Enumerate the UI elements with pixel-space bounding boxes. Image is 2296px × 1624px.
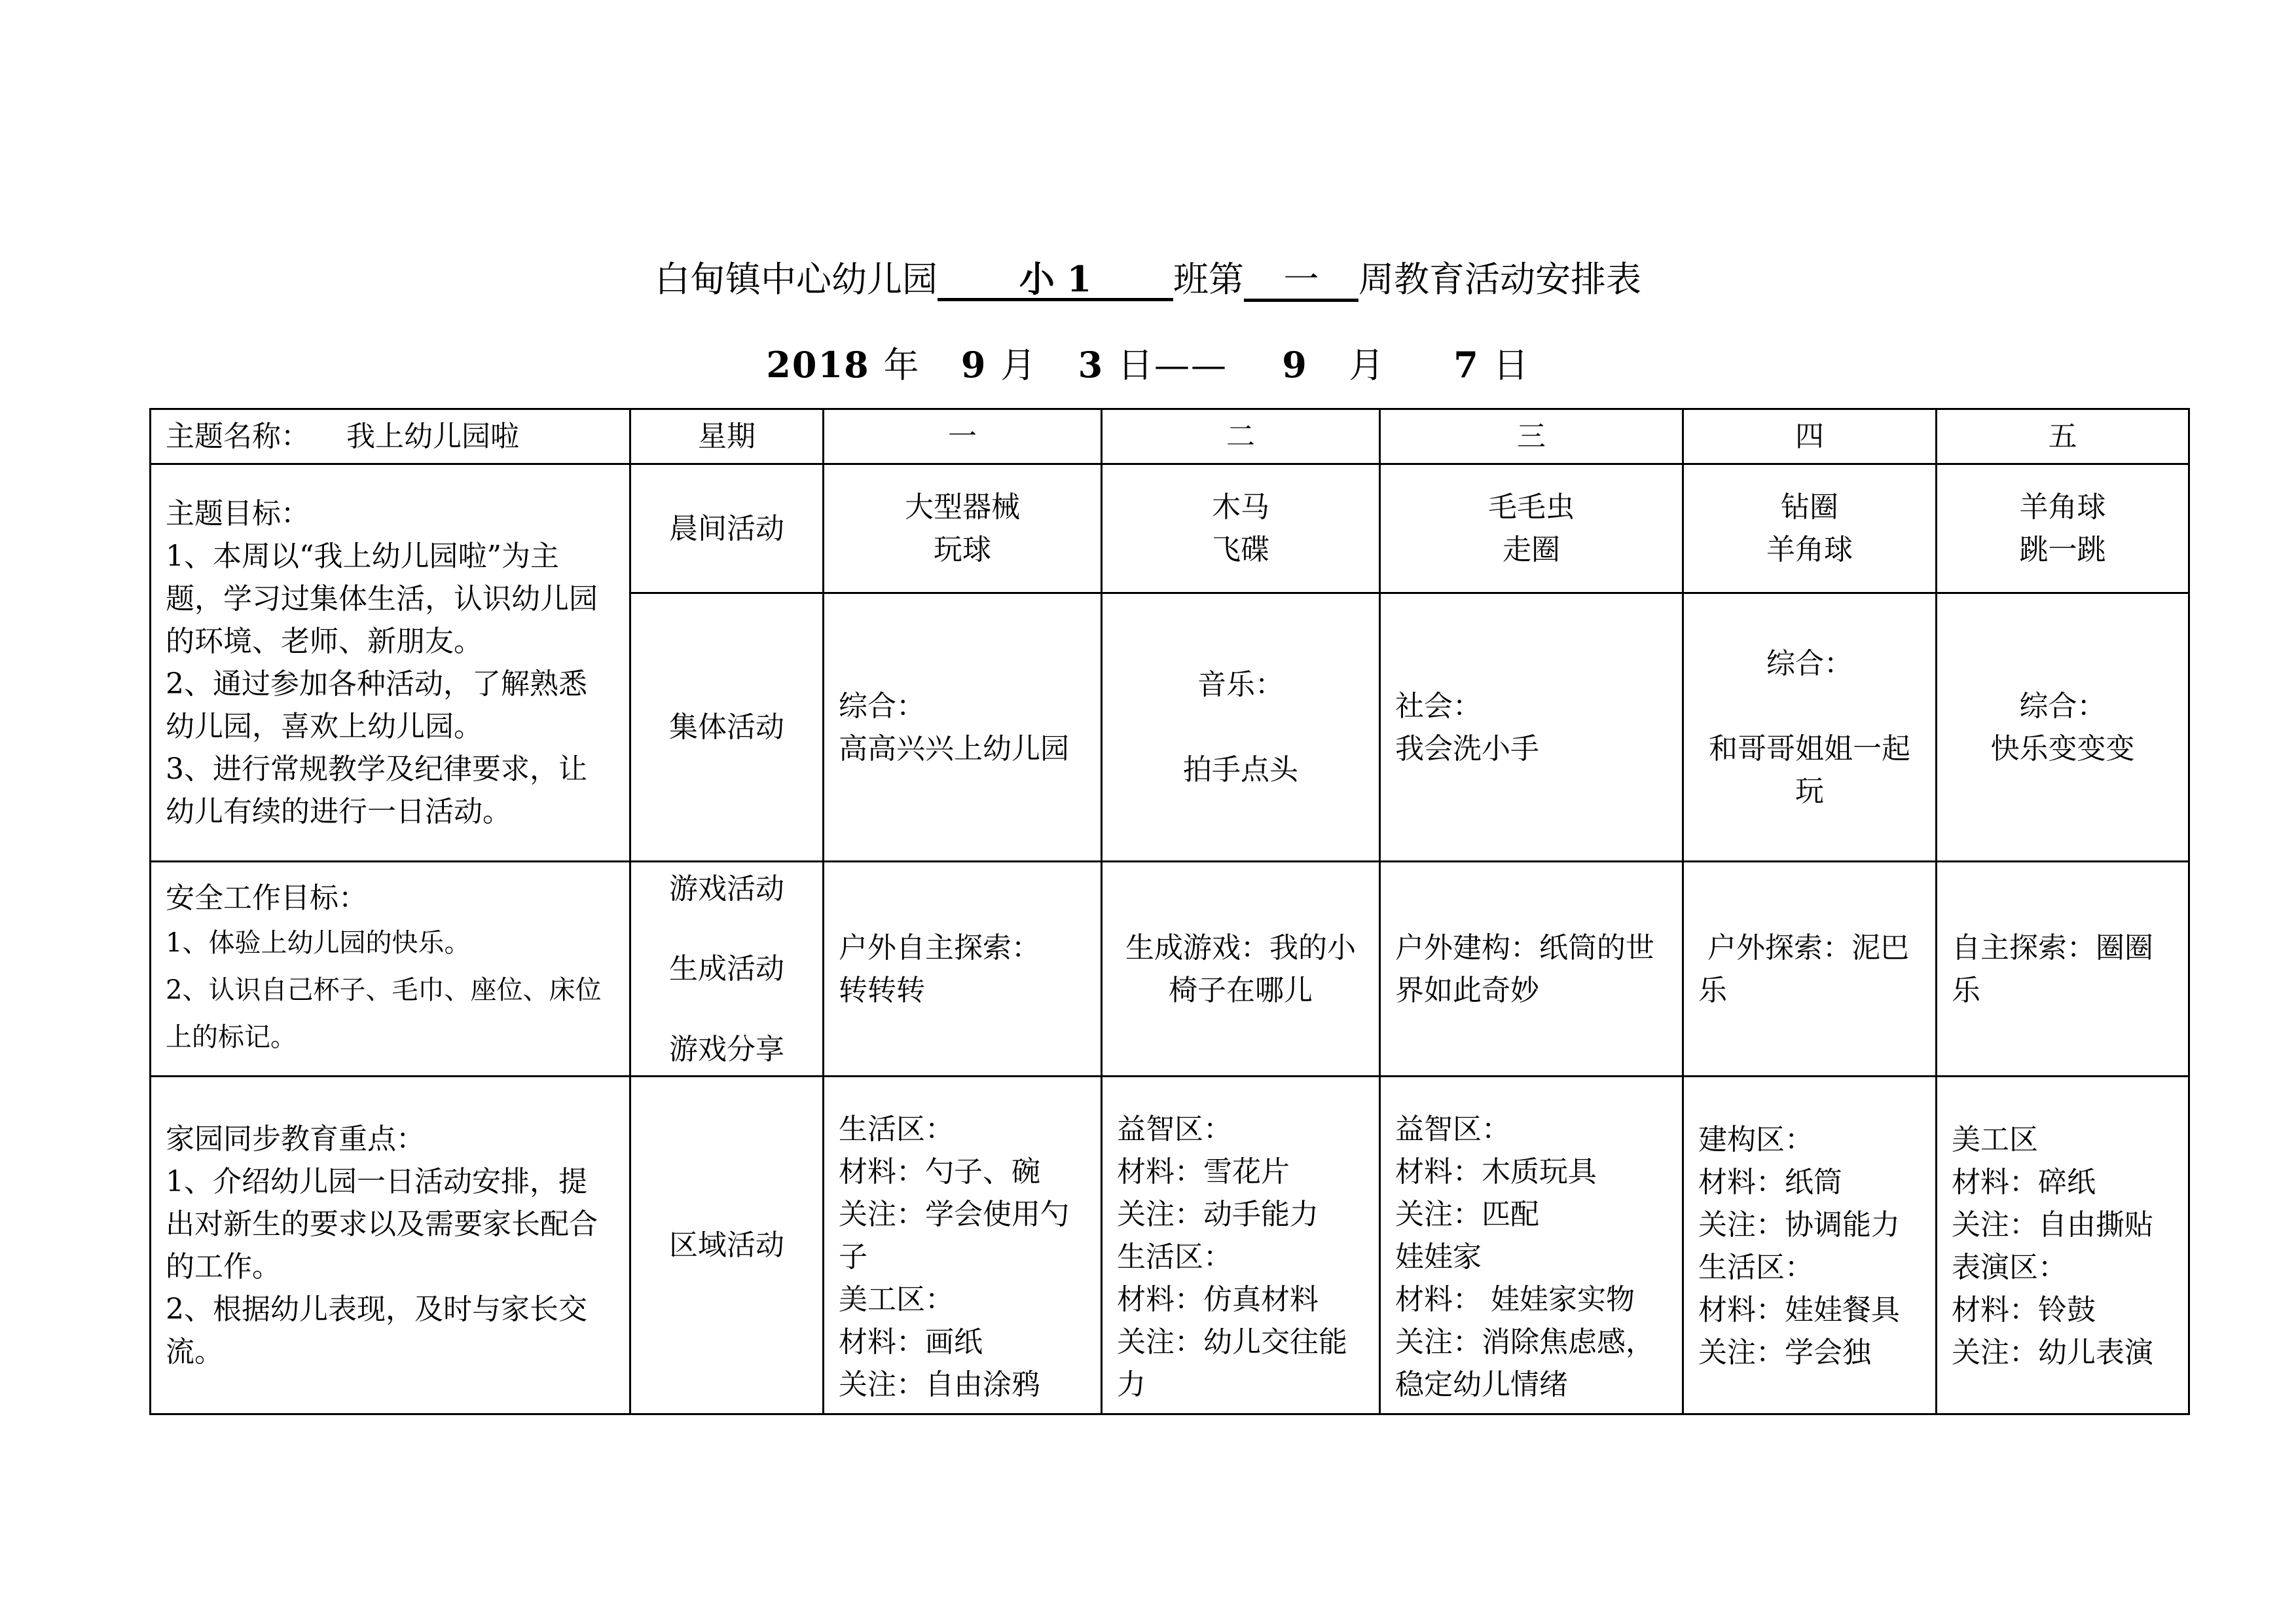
header-row <box>151 409 2189 464</box>
area-activity-wed: 益智区： 材料：木质玩具 关注：匹配 娃娃家 材料： 娃娃家实物 关注：消除焦虑感，稳定幼儿情绪 <box>1380 1077 1683 1414</box>
theme-name: 我上幼儿园啦 <box>346 420 519 453</box>
group-activity-wed: 社会： 我会洗小手 <box>1380 593 1683 862</box>
home-school-focus-cell: 家园同步教育重点： 1、介绍幼儿园一日活动安排，提出对新生的要求以及需要家长配合的工作。 2、根据幼儿表现，及时与家长交流。 <box>151 1077 630 1414</box>
game-activity-tue: 生成游戏：我的小椅子在哪儿 <box>1102 862 1380 1077</box>
group-activity-label: 集体活动 <box>630 593 824 862</box>
group-activity-fri: 综合： 快乐变变变 <box>1937 593 2189 862</box>
weekday-4: 四 <box>1683 409 1937 464</box>
weekday-2: 二 <box>1102 409 1380 464</box>
start-day-unit: 日—— <box>1118 344 1228 386</box>
start-month: 9 <box>960 344 987 386</box>
game-sharing-label: 游戏分享 <box>669 1032 784 1066</box>
end-day: 7 <box>1453 344 1480 386</box>
theme-name-label: 主题名称： <box>166 420 310 453</box>
theme-name-cell <box>151 409 630 464</box>
date-range <box>0 342 2296 388</box>
end-day-unit: 日 <box>1493 344 1530 386</box>
area-activity-label: 区域活动 <box>630 1077 824 1414</box>
title-prefix: 白甸镇中心幼儿园 <box>655 259 938 300</box>
area-activity-mon: 生活区： 材料：勺子、碗 关注：学会使用勺子 美工区： 材料：画纸 关注：自由涂鸦 <box>824 1077 1102 1414</box>
game-activity-label: 游戏活动 <box>669 872 784 906</box>
safety-goal-cell <box>151 862 630 1077</box>
title-middle: 班第 <box>1173 259 1244 300</box>
game-activity-mon: 户外自主探索： 转转转 <box>824 862 1102 1077</box>
morning-activity-wed: 毛毛虫 走圈 <box>1380 464 1683 593</box>
year-unit: 年 <box>883 344 920 386</box>
class-name-blank: 小 1 <box>938 260 1173 301</box>
start-day: 3 <box>1078 344 1104 386</box>
group-activity-mon: 综合： 高高兴兴上幼儿园 <box>824 593 1102 862</box>
theme-goal-cell: 主题目标： 1、本周以“我上幼儿园啦”为主题，学习过集体生活，认识幼儿园的环境、老师、新朋友。 2、通过参加各种活动，了解熟悉幼儿园，喜欢上幼儿园。 3、进行常规教学及纪律要求，让幼儿有续的进行一日活动。 <box>151 464 630 862</box>
game-activity-thu: 户外探索：泥巴乐 <box>1683 862 1937 1077</box>
end-month-unit: 月 <box>1349 344 1386 386</box>
start-month-unit: 月 <box>1000 344 1038 386</box>
safety-goal-items: 1、体验上幼儿园的快乐。 2、认识自己杯子、毛巾、座位、床位上的标记。 <box>166 928 602 1052</box>
area-activity-row <box>151 1077 2189 1414</box>
morning-activity-tue: 木马 飞碟 <box>1102 464 1380 593</box>
area-activity-fri: 美工区 材料：碎纸 关注：自由撕贴 表演区： 材料：铃鼓 关注：幼儿表演 <box>1937 1077 2189 1414</box>
generated-activity-label: 生成活动 <box>669 952 784 986</box>
game-activity-labels <box>630 862 824 1077</box>
title-suffix: 周教育活动安排表 <box>1358 259 1641 300</box>
page-title <box>0 257 2296 303</box>
morning-activity-label: 晨间活动 <box>630 464 824 593</box>
morning-activity-thu: 钻圈 羊角球 <box>1683 464 1937 593</box>
morning-activity-row <box>151 464 2189 593</box>
group-activity-tue: 音乐： 拍手点头 <box>1102 593 1380 862</box>
area-activity-thu: 建构区： 材料：纸筒 关注：协调能力 生活区： 材料：娃娃餐具 关注：学会独 <box>1683 1077 1937 1414</box>
weekday-1: 一 <box>824 409 1102 464</box>
weekly-schedule-table <box>149 408 2190 1415</box>
weekday-5: 五 <box>1937 409 2189 464</box>
morning-activity-mon: 大型器械 玩球 <box>824 464 1102 593</box>
week-number-blank: 一 <box>1244 261 1358 302</box>
game-activity-wed: 户外建构：纸筒的世界如此奇妙 <box>1380 862 1683 1077</box>
year: 2018 <box>766 344 870 386</box>
group-activity-thu: 综合： 和哥哥姐姐一起玩 <box>1683 593 1937 862</box>
weekday-3: 三 <box>1380 409 1683 464</box>
area-activity-tue: 益智区： 材料：雪花片 关注：动手能力 生活区： 材料：仿真材料 关注：幼儿交往能力 <box>1102 1077 1380 1414</box>
morning-activity-fri: 羊角球 跳一跳 <box>1937 464 2189 593</box>
safety-goal-title: 安全工作目标： <box>166 881 367 915</box>
game-activity-fri: 自主探索：圈圈乐 <box>1937 862 2189 1077</box>
end-month: 9 <box>1282 344 1308 386</box>
weekday-header: 星期 <box>630 409 824 464</box>
game-activity-row <box>151 862 2189 1077</box>
